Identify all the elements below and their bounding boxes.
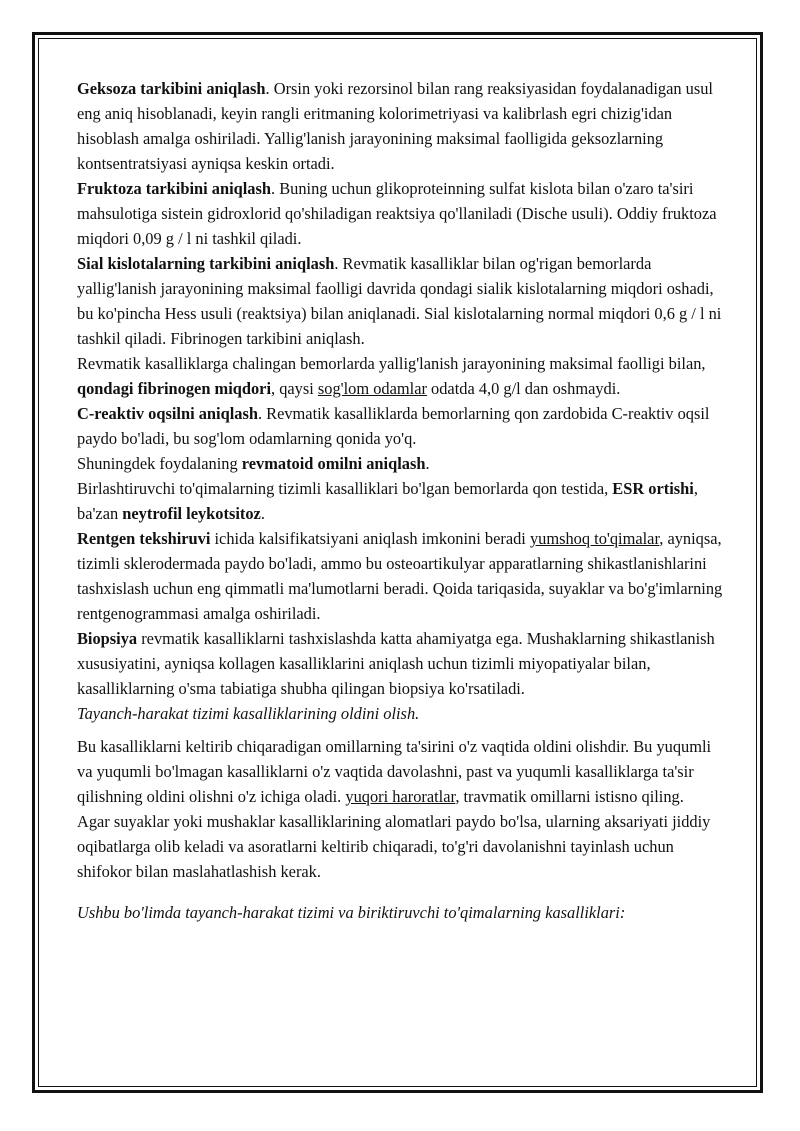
link-healthy-people[interactable]: sog'lom odamlar: [317, 379, 427, 398]
paragraph-symptoms: Agar suyaklar yoki mushaklar kasalliklarining alomatlari paydo bo'lsa, ularning aksariyati jiddiy oqibatlarga olib keladi va asoratlarni keltirib chiqaradi, to'g'ri davolanishni tayinlash uchun shifokor bilan maslahatlashish kerak.: [77, 812, 711, 881]
link-soft-tissues[interactable]: yumshoq to'qimalar: [529, 529, 660, 548]
paragraph-biopsy: Biopsiya revmatik kasalliklarni tashxislashda katta ahamiyatga ega. Mushaklarning shikastlanish xususiyatini, ayniqsa kollagen kasalliklarini aniqlash uchun tizimli miyopatiyalar bilan, kasalliklarning o'sma tabiatiga shubha qilingan biopsiya ko'rsatiladi.: [77, 629, 715, 698]
link-high-temperatures[interactable]: yuqori haroratlar: [345, 787, 456, 806]
paragraph-fructose: Fruktoza tarkibini aniqlash. Buning uchun glikoproteinning sulfat kislota bilan o'zaro ta'siri mahsulotiga sistein gidroxlorid qo'shiladigan reaktsiya qo'llaniladi (Dische usuli). Oddiy fruktoza miqdori 0,09 g / l ni tashkil qiladi.: [77, 179, 717, 248]
paragraph-rheumatoid: Shuningdek foydalaning revmatoid omilni aniqlash.: [77, 454, 430, 473]
paragraph-prevention: Bu kasalliklarni keltirib chiqaradigan omillarning ta'sirini o'z vaqtida oldini olishdir. Bu yuqumli va yuqumli bo'lmagan kasalliklarni o'z vaqtida davolashni, past va yuqumli kasalliklarga ta'sir qilishning oldini olishni o'z ichiga oladi. yuqori haroratlar, travmatik omillarni istisno qiling.: [77, 737, 712, 806]
bold-esr: ESR ortishi: [612, 479, 694, 498]
heading-fructose: Fruktoza tarkibini aniqlash: [77, 179, 271, 198]
paragraph-xray: Rentgen tekshiruvi ichida kalsifikatsiyani aniqlash imkonini beradi yumshoq to'qimalar, ayniqsa, tizimli sklerodermada paydo bo'ladi, ammo bu osteoartikulyar apparatlarning shikastlanishlarini tashxislash uchun eng qimmatli ma'lumotlarni beradi. Qoida tariqasida, suyaklar va bo'g'imlarning rentgenogrammasi amalga oshiriladi.: [77, 529, 723, 623]
section-heading-diseases: Ushbu bo'limda tayanch-harakat tizimi va biriktiruvchi to'qimalarning kasalliklari:: [77, 903, 626, 922]
bold-fibrinogen: qondagi fibrinogen miqdori: [77, 379, 271, 398]
heading-biopsy: Biopsiya: [77, 629, 138, 648]
section-heading-prevention: Tayanch-harakat tizimi kasalliklarining oldini olish.: [77, 704, 420, 723]
heading-c-reactive: C-reaktiv oqsilni aniqlash: [77, 404, 258, 423]
paragraph-connective-tissue: Birlashtiruvchi to'qimalarning tizimli kasalliklari bo'lgan bemorlarda qon testida, ESR ortishi, ba'zan neytrofil leykotsitoz.: [77, 479, 698, 523]
heading-sialic-acid: Sial kislotalarning tarkibini aniqlash: [77, 254, 335, 273]
paragraph-hexose: Geksoza tarkibini aniqlash. Orsin yoki rezorsinol bilan rang reaksiyasidan foydalanadigan usul eng aniq hisoblanadi, keyin rangli eritmaning kolorimetriyasi va kalibrlash egri chizig'idan hisoblash amalga oshiriladi. Yallig'lanish jarayonining maksimal faolligida geksozlarning kontsentratsiyasi ayniqsa keskin ortadi.: [77, 79, 713, 173]
bold-rheumatoid-factor: revmatoid omilni aniqlash: [241, 454, 426, 473]
paragraph-fibrinogen: Revmatik kasalliklarga chalingan bemorlarda yallig'lanish jarayonining maksimal faolligi bilan, qondagi fibrinogen miqdori, qaysi sog'lom odamlar odatda 4,0 g/l dan oshmaydi.: [77, 354, 706, 398]
heading-hexose: Geksoza tarkibini aniqlash: [77, 79, 266, 98]
paragraph-c-reactive: C-reaktiv oqsilni aniqlash. Revmatik kasalliklarda bemorlarning qon zardobida C-reaktiv oqsil paydo bo'ladi, bu sog'lom odamlarning qonida yo'q.: [77, 404, 710, 448]
paragraph-sialic-acid: Sial kislotalarning tarkibini aniqlash. Revmatik kasalliklar bilan og'rigan bemorlarda yallig'lanish jarayonining maksimal faolligi davrida qondagi sialik kislotalarning miqdori oshadi, bu ko'pincha Hess usuli (reaktsiya) bilan aniqlanadi. Sial kislotalarning normal miqdori 0,6 g / l ni tashkil qiladi. Fibrinogen tarkibini aniqlash.: [77, 254, 722, 348]
bold-neutrophil: neytrofil leykotsitoz: [122, 504, 261, 523]
document-body: [77, 76, 727, 925]
heading-xray: Rentgen tekshiruvi: [77, 529, 211, 548]
